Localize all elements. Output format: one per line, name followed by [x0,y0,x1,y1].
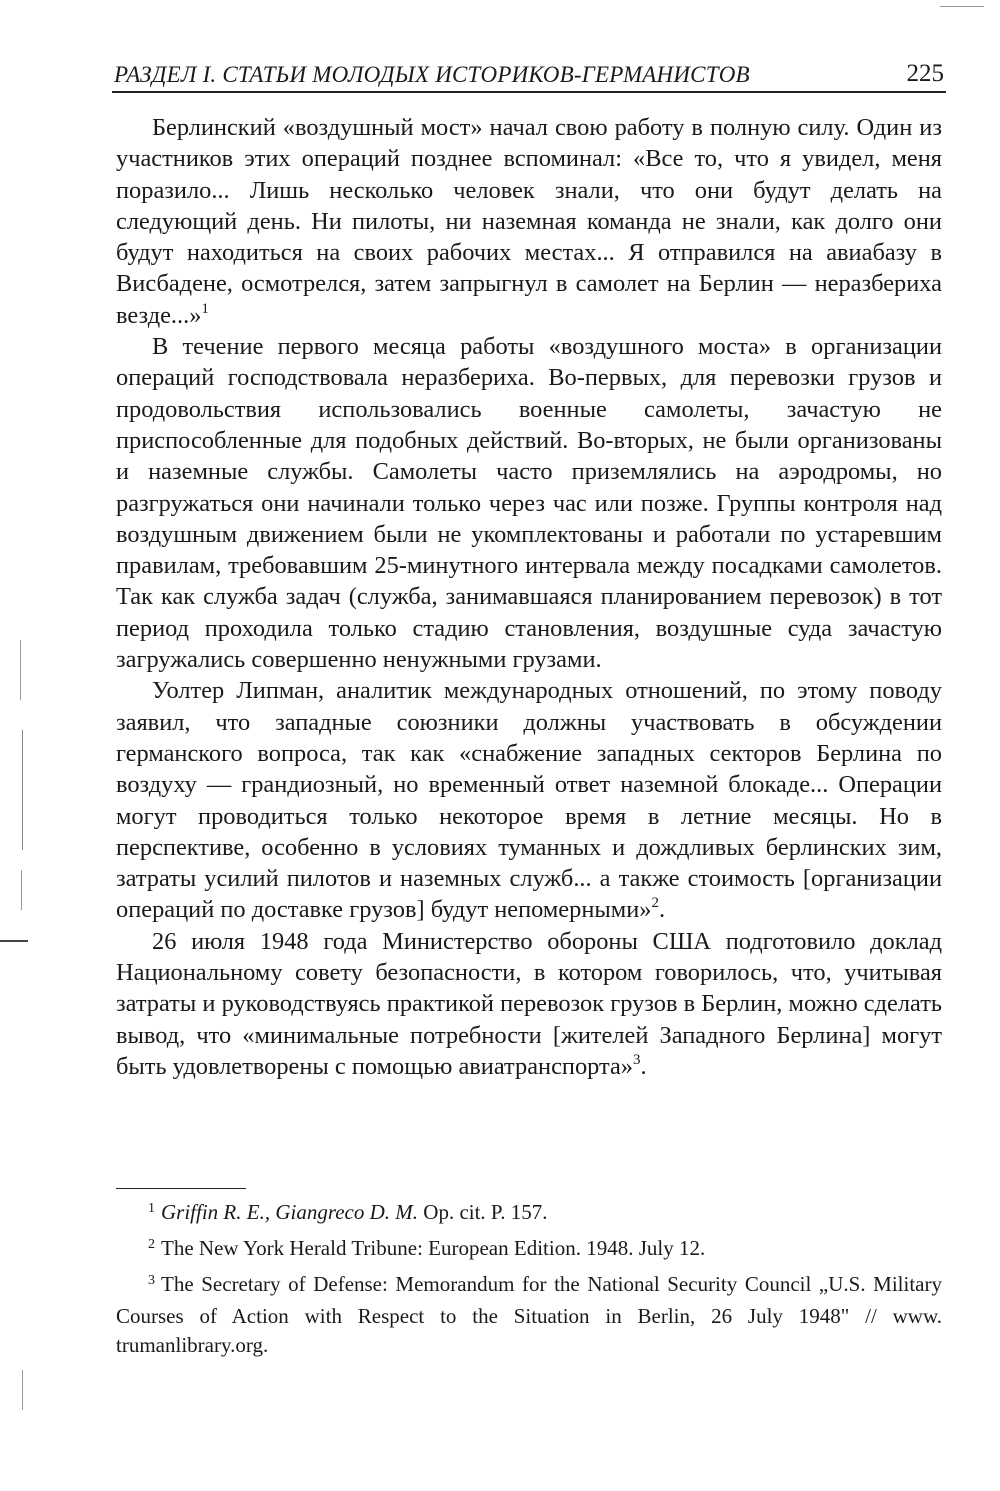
running-header [114,54,944,88]
scan-margin-mark [21,870,22,910]
footnote-ref[interactable]: 2 [651,895,659,912]
footnote-rule [116,1188,246,1189]
paragraph: 26 июля 1948 года Министерство обороны США подготовило доклад Национальному совету безопасности, в котором говорилось, что, учитывая затраты и руководствуясь практикой перевозок грузов в Берлин, можно сделать вывод, что «минимальные потребности [жителей Западного Берлина] могут быть удовлетворены с помощью авиатранспорта»$^3$. [116,927,942,1080]
footnote-mark: 2 [148,1237,155,1252]
footnote-mark: 3 [148,1273,155,1288]
scan-margin-mark [20,640,21,700]
footnote-mark: 1 [148,1201,155,1216]
footnote [116,1270,942,1360]
body-text [116,112,942,1082]
paragraph: В течение первого месяца работы «воздушного моста» в организации операций господствовала неразбериха. Во-первых, для перевозки грузов и продовольствия использовались военные самолеты, зачастую не приспособленные для подобных действий. Во-вторых, не были организованы и наземные службы. Самолеты часто приземлялись на аэродромы, но разгружаться они начинали только через час или позже. Группы контроля над воздушным движением были не укомплектованы и работали по устаревшим правилам, требовавшим 25-минутного интервала между посадками самолетов. Так как служба задач (служба, занимавшаяся планированием перевозок) в тот период проходила только стадию становления, воздушные суда зачастую загружались совершенно ненужными грузами. [116,333,942,674]
paragraph: Уолтер Липман, аналитик международных отношений, по этому поводу заявил, что западные союзники должны участвовать в обсуждении германского вопроса, так как «снабжение западных секторов Берлина по воздуху — грандиозный, но временный ответ наземной блокаде... Операции могут проводиться только некоторое время в летние месяцы. Но в перспективе, особенно в условиях туманных и дождливых берлинских зим, затраты усилий пилотов и наземных служб... а также стоимость [организации операций по доставке грузов] будут непомерными»$^2$. [116,677,942,924]
scan-margin-mark [22,730,23,850]
scan-margin-mark [22,1370,23,1410]
footnote-text: The Secretary of Defense: Memorandum for the National Security Council „U.S. Military Courses of Action with Respect to the Situation in Berlin, 26 July 1948" // www. trumanlibrary.org. [116,1272,942,1357]
header-rule [112,91,946,93]
footnote [116,1234,942,1266]
page-number: 225 [906,60,944,87]
paragraph: Берлинский «воздушный мост» начал свою работу в полную силу. Один из участников этих операций позднее вспоминал: «Все то, что я увидел, меня поразило... Лишь несколько человек знали, что они будут делать на следующий день. Ни пилоты, ни наземная команда не знали, как долго они будут находиться на своих рабочих местах... Я отправился на авиабазу в Висбадене, осмотрелся, затем запрыгнул в самолет на Берлин — неразбериха везде...»$^1$ [116,114,942,329]
footnote-author: Griffin R. E., Giangreco D. M. [161,1200,419,1224]
footnote [116,1198,942,1230]
footnote-ref[interactable]: 3 [633,1051,641,1068]
footnote-text: The New York Herald Tribune: European Edition. 1948. July 12. [161,1236,706,1260]
footnote-ref[interactable]: 1 [201,300,209,317]
section-title: РАЗДЕЛ I. СТАТЬИ МОЛОДЫХ ИСТОРИКОВ-ГЕРМАНИСТОВ [114,62,750,87]
scan-margin-mark [0,940,28,942]
footnotes [116,1198,942,1364]
footnote-text: Op. cit. P. 157. [418,1200,548,1224]
scan-margin-mark [940,6,984,7]
